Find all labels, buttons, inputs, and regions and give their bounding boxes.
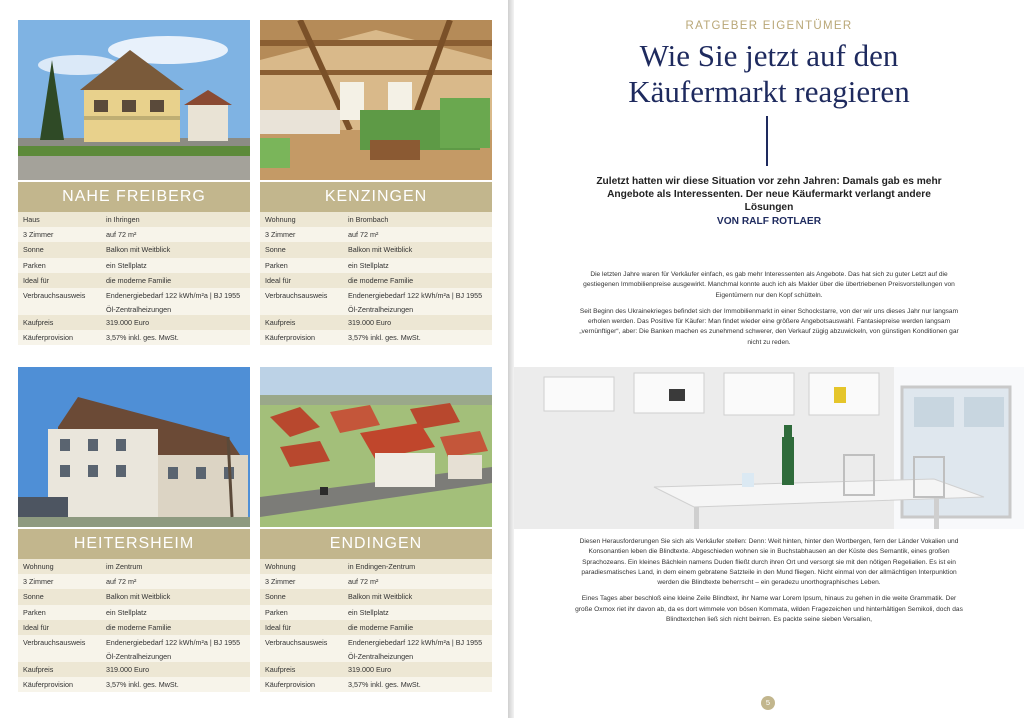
spec-label: Verbrauchsausweis: [23, 290, 86, 300]
spec-row: [18, 620, 250, 635]
spec-row: [260, 273, 492, 288]
spec-label: 3 Zimmer: [23, 230, 54, 240]
spec-row: [260, 315, 492, 330]
listing-card-endingen: [260, 367, 492, 692]
spec-label: Parken: [265, 607, 288, 617]
spec-row: [260, 574, 492, 589]
spec-row: [260, 559, 492, 574]
spec-value-line1: Endenergiebedarf 122 kWh/m²a | BJ 1955: [106, 290, 241, 300]
spec-value: ein Stellplatz: [106, 260, 147, 270]
spec-label: Käuferprovision: [23, 680, 73, 690]
spec-label: Verbrauchsausweis: [23, 637, 86, 647]
spec-label: Kaufpreis: [23, 665, 54, 675]
spec-value: auf 72 m²: [348, 577, 379, 587]
spec-label: Parken: [265, 260, 288, 270]
spec-row: [260, 212, 492, 227]
spec-label: Verbrauchsausweis: [265, 290, 328, 300]
paragraph: Seit Beginn des Ukrainekrieges befindet sich der Immobilienmarkt in einer Schockstarre, von der wir uns dieses Jahr nur langsam erholen werden. Das Positive für Käufer: Man findet wieder eine größere Angebotsauswahl. Fantasiepreise werden langsam „vernünftiger“, aber: Die Banken machen es zunehmend schwerer, den Verkauf zügig abzuwickeln, von günstigen Konditionen gar nicht zu reden.: [579, 307, 959, 346]
spec-value: die moderne Familie: [348, 275, 414, 285]
listings-page: [0, 0, 508, 718]
spec-table: [260, 212, 492, 345]
spec-row: [18, 258, 250, 273]
spec-row: [18, 589, 250, 604]
spec-label: Ideal für: [23, 622, 49, 632]
spec-value: in Ihringen: [106, 215, 140, 225]
spec-label: Wohnung: [265, 215, 296, 225]
spec-value: 3,57% inkl. ges. MwSt.: [106, 333, 179, 343]
spec-row: [18, 330, 250, 345]
spec-label: Verbrauchsausweis: [265, 637, 328, 647]
spec-row: [260, 620, 492, 635]
article-page: [514, 0, 1024, 718]
spec-value: die moderne Familie: [106, 622, 172, 632]
spec-label: Wohnung: [23, 562, 54, 572]
spec-row: [18, 212, 250, 227]
article-kicker: RATGEBER EIGENTÜMER: [685, 20, 853, 32]
spec-value: auf 72 m²: [106, 230, 137, 240]
article-lead: [584, 175, 954, 228]
spec-value-line2: Öl-Zentralheizungen: [106, 304, 172, 314]
spec-value: 319.000 Euro: [348, 318, 392, 328]
paragraph: Diesen Herausforderungen Sie sich als Verkäufer stellen: Denn: Weit hinten, hinter den Wortbergen, fern der Länder Vokalien und Konsonantien leben die Blindtexte. Abgeschieden wohnen sie in Buchstabhausen an der Küste des Semantik, eines großen Sprachozeans. Ein kleines Bächlein namens Duden fließt durch ihren Ort und versorgt sie mit den nötigen Regelialien. Es ist ein paradiesmatisches Land, in dem einem gebratene Satzteile in den Mund fliegen. Nicht einmal von der allmächtigen Interpunktion werden die Blindtexte beherrscht – ein geradezu unorthographisches Leben.: [579, 538, 959, 587]
spec-value: ein Stellplatz: [348, 260, 389, 270]
spec-value: 319.000 Euro: [106, 318, 150, 328]
spec-row: [260, 605, 492, 620]
spec-value: Balkon mit Weitblick: [348, 592, 413, 602]
listing-title: KENZINGEN: [260, 182, 492, 212]
spec-row: [18, 662, 250, 677]
spec-value-line2: Öl-Zentralheizungen: [106, 651, 172, 661]
spec-row: [260, 662, 492, 677]
spec-value: Balkon mit Weitblick: [106, 245, 171, 255]
spec-value: Balkon mit Weitblick: [348, 245, 413, 255]
spec-label: Haus: [23, 215, 40, 225]
spec-table: [18, 212, 250, 345]
spec-row: [18, 315, 250, 330]
listing-card-heitersheim: [18, 367, 250, 692]
spec-table: [18, 559, 250, 692]
listing-card-kenzingen: [260, 20, 492, 345]
paragraph: Die letzten Jahre waren für Verkäufer einfach, es gab mehr Interessenten als Angebote. Das hat sich zu guter Letzt auf die gestiegenen Immobilienpreise ausgewirkt. Manchmal konnte auch ich als Makler über die übertriebenen Preisvorstellungen von Eigentümern nur den Kopf schütteln.: [583, 271, 955, 299]
spec-row: [260, 288, 492, 315]
spec-label: Sonne: [23, 245, 44, 255]
headline-line-2: Käufermarkt reagieren: [628, 74, 910, 109]
spec-value: [106, 291, 250, 314]
spec-label: Sonne: [265, 592, 286, 602]
spec-row: [260, 258, 492, 273]
spec-row: [18, 227, 250, 242]
spec-value: [106, 638, 250, 661]
vertical-rule: [766, 116, 768, 166]
spec-label: Ideal für: [265, 275, 291, 285]
spec-label: Parken: [23, 260, 46, 270]
paragraph: Eines Tages aber beschloß eine kleine Zeile Blindtext, ihr Name war Lorem Ipsum, hinaus zu gehen in die weite Grammatik. Der große Oxmox riet ihr davon ab, da es dort wimmele von bösen Kommata, wilden Fragezeichen und hinterhältigen Semikoli, doch das Blindtextchen ließ sich nicht beirren. Es packte seine sieben Versalien,: [575, 595, 963, 624]
dining-room-photo: [514, 367, 1024, 529]
spec-value: auf 72 m²: [348, 230, 379, 240]
spec-value: [348, 638, 492, 661]
article-body-bottom: [574, 537, 964, 631]
spec-value: ein Stellplatz: [106, 607, 147, 617]
spec-label: 3 Zimmer: [23, 577, 54, 587]
article-author: VON RALF ROTLAER: [716, 215, 822, 227]
spec-value-line1: Endenergiebedarf 122 kWh/m²a | BJ 1955: [106, 637, 241, 647]
lead-text: Zuletzt hatten wir diese Situation vor zehn Jahren: Damals gab es mehr Angebote als Interessenten. Der neue Käufermarkt verlangt andere Lösungen: [596, 176, 942, 214]
listing-title: ENDINGEN: [260, 529, 492, 559]
spec-label: Käuferprovision: [265, 680, 315, 690]
article-headline: [514, 38, 1024, 110]
spec-value: in Endingen-Zentrum: [348, 562, 416, 572]
spec-value: 3,57% inkl. ges. MwSt.: [106, 680, 179, 690]
spec-value: in Brombach: [348, 215, 389, 225]
spec-value: Balkon mit Weitblick: [106, 592, 171, 602]
spec-value: 319.000 Euro: [106, 665, 150, 675]
aerial-town-photo: [260, 367, 492, 527]
spec-row: [260, 635, 492, 662]
page-number: 5: [761, 696, 775, 710]
spec-label: Kaufpreis: [23, 318, 54, 328]
spec-row: [260, 677, 492, 692]
spec-value-line2: Öl-Zentralheizungen: [348, 651, 414, 661]
house-photo: [18, 20, 250, 180]
spec-label: Parken: [23, 607, 46, 617]
spec-label: Kaufpreis: [265, 665, 296, 675]
spec-value-line1: Endenergiebedarf 122 kWh/m²a | BJ 1955: [348, 637, 483, 647]
listing-title: NAHE FREIBERG: [18, 182, 250, 212]
spec-value: [348, 291, 492, 314]
spec-label: Kaufpreis: [265, 318, 296, 328]
spec-row: [260, 589, 492, 604]
article-body-top: [574, 270, 964, 354]
spec-label: Ideal für: [23, 275, 49, 285]
spec-label: 3 Zimmer: [265, 230, 296, 240]
spec-row: [18, 288, 250, 315]
spec-value-line2: Öl-Zentralheizungen: [348, 304, 414, 314]
spec-row: [260, 227, 492, 242]
spec-row: [18, 677, 250, 692]
headline-line-1: Wie Sie jetzt auf den: [639, 38, 899, 73]
spec-row: [18, 273, 250, 288]
spec-value: 319.000 Euro: [348, 665, 392, 675]
spec-table: [260, 559, 492, 692]
spec-row: [18, 574, 250, 589]
spec-row: [18, 605, 250, 620]
spec-label: Sonne: [23, 592, 44, 602]
listing-card-freiberg: [18, 20, 250, 345]
spec-label: Sonne: [265, 245, 286, 255]
spec-value: 3,57% inkl. ges. MwSt.: [348, 333, 421, 343]
spec-value: die moderne Familie: [348, 622, 414, 632]
attic-room-photo: [260, 20, 492, 180]
spec-row: [260, 330, 492, 345]
spec-label: Käuferprovision: [265, 333, 315, 343]
spec-label: 3 Zimmer: [265, 577, 296, 587]
spec-value-line1: Endenergiebedarf 122 kWh/m²a | BJ 1955: [348, 290, 483, 300]
spec-row: [18, 559, 250, 574]
spec-row: [260, 242, 492, 257]
spec-row: [18, 635, 250, 662]
spec-value: 3,57% inkl. ges. MwSt.: [348, 680, 421, 690]
listing-title: HEITERSHEIM: [18, 529, 250, 559]
apartment-building-photo: [18, 367, 250, 527]
spec-value: im Zentrum: [106, 562, 143, 572]
spec-row: [18, 242, 250, 257]
spec-value: die moderne Familie: [106, 275, 172, 285]
spec-value: ein Stellplatz: [348, 607, 389, 617]
spec-label: Wohnung: [265, 562, 296, 572]
spec-label: Ideal für: [265, 622, 291, 632]
spec-label: Käuferprovision: [23, 333, 73, 343]
spec-value: auf 72 m²: [106, 577, 137, 587]
